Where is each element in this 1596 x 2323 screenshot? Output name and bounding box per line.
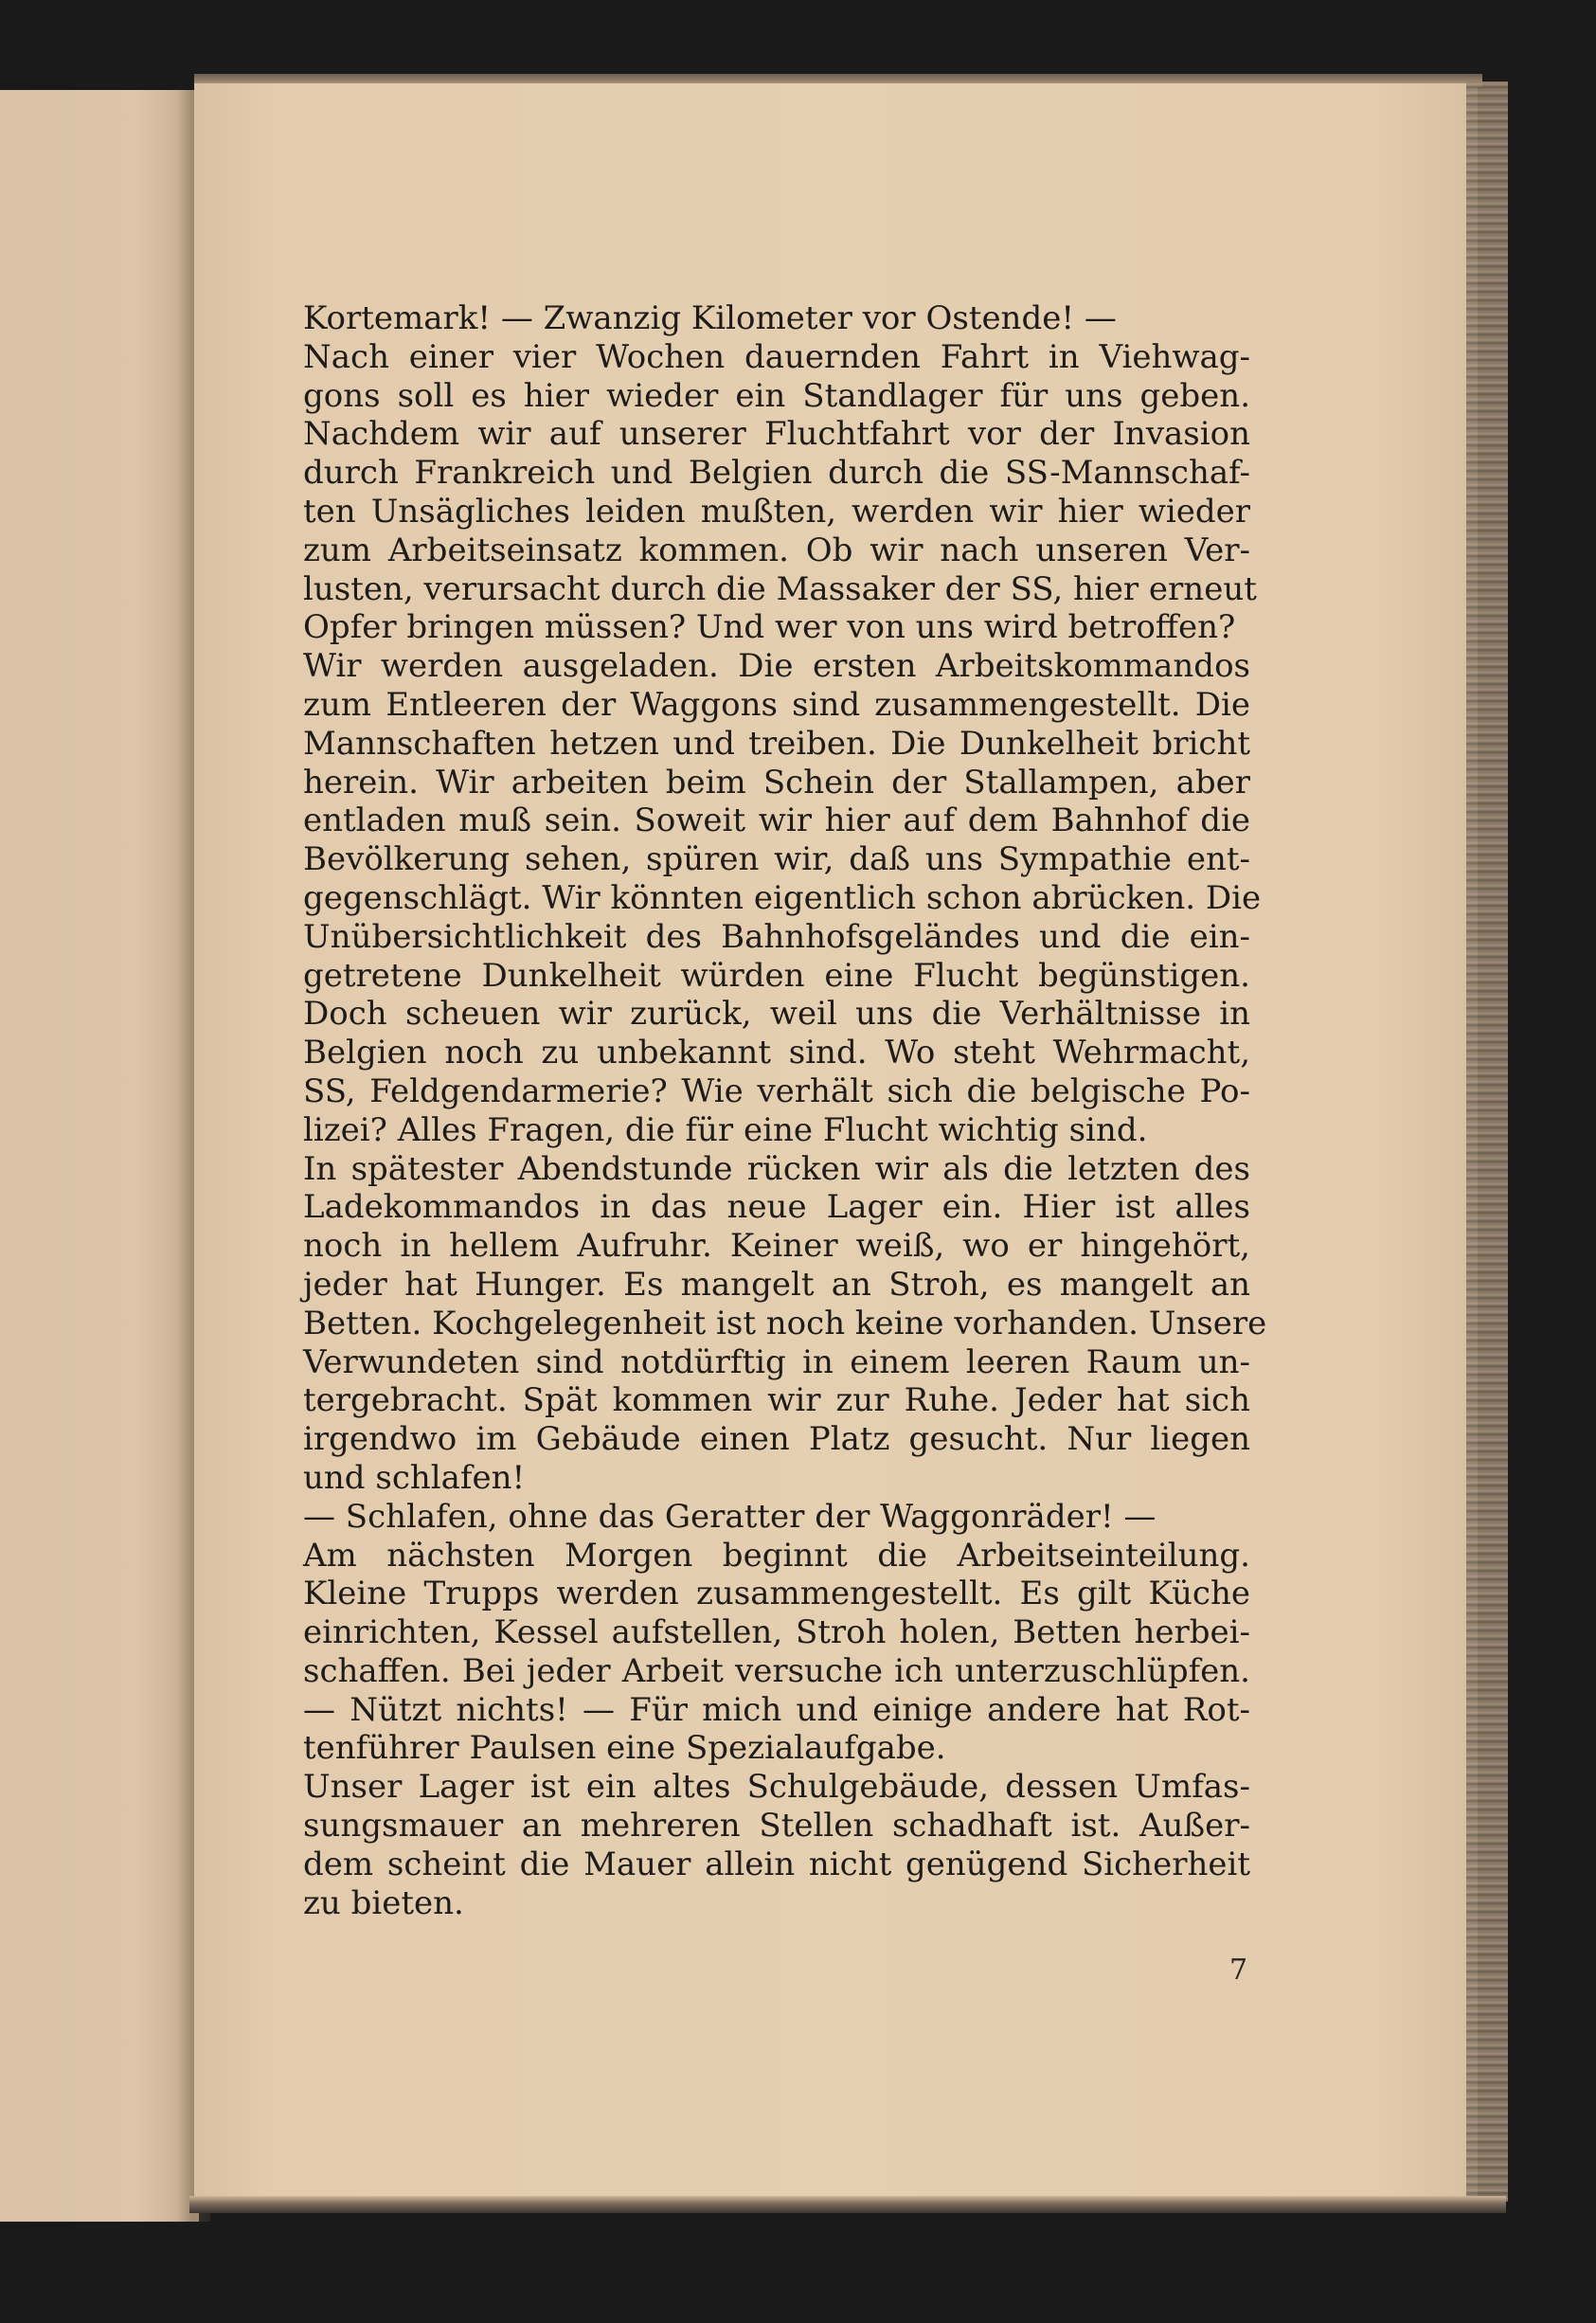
text-line: irgendwo im Gebäude einen Platz gesucht. Nur liegen [303, 1420, 1250, 1459]
text-line: Bevölkerung sehen, spüren wir, daß uns Sympathie ent- [303, 840, 1250, 879]
text-line: tenführer Paulsen eine Spezialaufgabe. [303, 1729, 946, 1768]
text-line: SS, Feldgendarmerie? Wie verhält sich die belgische Po- [303, 1071, 1250, 1110]
text-line: lizei? Alles Fragen, die für eine Flucht wichtig sind. [303, 1110, 1148, 1149]
text-line: zu bieten. [303, 1883, 464, 1922]
text-line: getretene Dunkelheit würden eine Flucht begünstigen. [303, 956, 1250, 995]
text-line: Verwundeten sind notdürftig in einem leeren Raum un- [303, 1342, 1250, 1381]
page-stack-edge [1466, 81, 1508, 2202]
text-line: Nach einer vier Wochen dauernden Fahrt in Viehwag- [303, 337, 1250, 376]
text-line: Betten. Kochgelegenheit ist noch keine vorhanden. Unsere [303, 1304, 1267, 1342]
text-line: schaffen. Bei jeder Arbeit versuche ich unterzuschlüpfen. [303, 1651, 1250, 1690]
text-line: Doch scheuen wir zurück, weil uns die Verhältnisse in [303, 995, 1250, 1034]
text-line: zum Arbeitseinsatz kommen. Ob wir nach unseren Ver- [303, 531, 1250, 569]
text-line: gons soll es hier wieder ein Standlager für uns geben. [303, 376, 1250, 415]
text-line: Opfer bringen müssen? Und wer von uns wird betroffen? [303, 608, 1236, 647]
text-line: jeder hat Hunger. Es mangelt an Stroh, es mangelt an [303, 1265, 1250, 1304]
text-line: Mannschaften hetzen und treiben. Die Dunkelheit bricht [303, 724, 1250, 763]
text-line: entladen muß sein. Soweit wir hier auf dem Bahnhof die [303, 801, 1250, 840]
text-line: Kortemark! — Zwanzig Kilometer vor Ostende! — [303, 299, 1117, 337]
page-number: 7 [1229, 1954, 1248, 1987]
text-line: ten Unsägliches leiden mußten, werden wir hier wieder [303, 492, 1250, 531]
text-line: — Schlafen, ohne das Geratter der Waggonräder! — [303, 1497, 1157, 1536]
text-line: Belgien noch zu unbekannt sind. Wo steht Wehrmacht, [303, 1034, 1250, 1072]
text-line: noch in hellem Aufruhr. Keiner weiß, wo er hingehört, [303, 1227, 1250, 1266]
text-line: Unübersichtlichkeit des Bahnhofsgeländes und die ein- [303, 917, 1250, 956]
text-line: und schlafen! [303, 1458, 526, 1497]
text-line: Unser Lager ist ein altes Schulgebäude, dessen Umfas- [303, 1768, 1250, 1807]
text-line: dem scheint die Mauer allein nicht genügend Sicherheit [303, 1845, 1250, 1883]
body-text [303, 299, 1267, 1922]
text-line: In spätester Abendstunde rücken wir als die letzten des [303, 1149, 1250, 1188]
text-line: lusten, verursacht durch die Massaker der SS, hier erneut [303, 569, 1257, 608]
text-line: zum Entleeren der Waggons sind zusammengestellt. Die [303, 685, 1250, 724]
text-line: Ladekommandos in das neue Lager ein. Hier ist alles [303, 1188, 1250, 1227]
text-line: — Nützt nichts! — Für mich und einige andere hat Rot- [303, 1690, 1250, 1729]
text-line: tergebracht. Spät kommen wir zur Ruhe. Jeder hat sich [303, 1381, 1250, 1420]
text-line: Am nächsten Morgen beginnt die Arbeitseinteilung. [303, 1536, 1250, 1575]
page-bottom-edge [189, 2196, 1506, 2213]
left-page-edge [0, 90, 199, 2222]
text-line: Nachdem wir auf unserer Fluchtfahrt vor der Invasion [303, 415, 1250, 454]
text-line: Kleine Trupps werden zusammengestellt. Es gilt Küche [303, 1575, 1250, 1613]
text-line: einrichten, Kessel aufstellen, Stroh holen, Betten herbei- [303, 1613, 1250, 1652]
text-line: herein. Wir arbeiten beim Schein der Stallampen, aber [303, 763, 1250, 801]
text-line: gegenschlägt. Wir könnten eigentlich schon abrücken. Die [303, 878, 1262, 917]
text-line: Wir werden ausgeladen. Die ersten Arbeitskommandos [303, 647, 1250, 686]
text-line: durch Frankreich und Belgien durch die SS-Mannschaf- [303, 454, 1250, 493]
text-line: sungsmauer an mehreren Stellen schadhaft ist. Außer- [303, 1807, 1250, 1846]
